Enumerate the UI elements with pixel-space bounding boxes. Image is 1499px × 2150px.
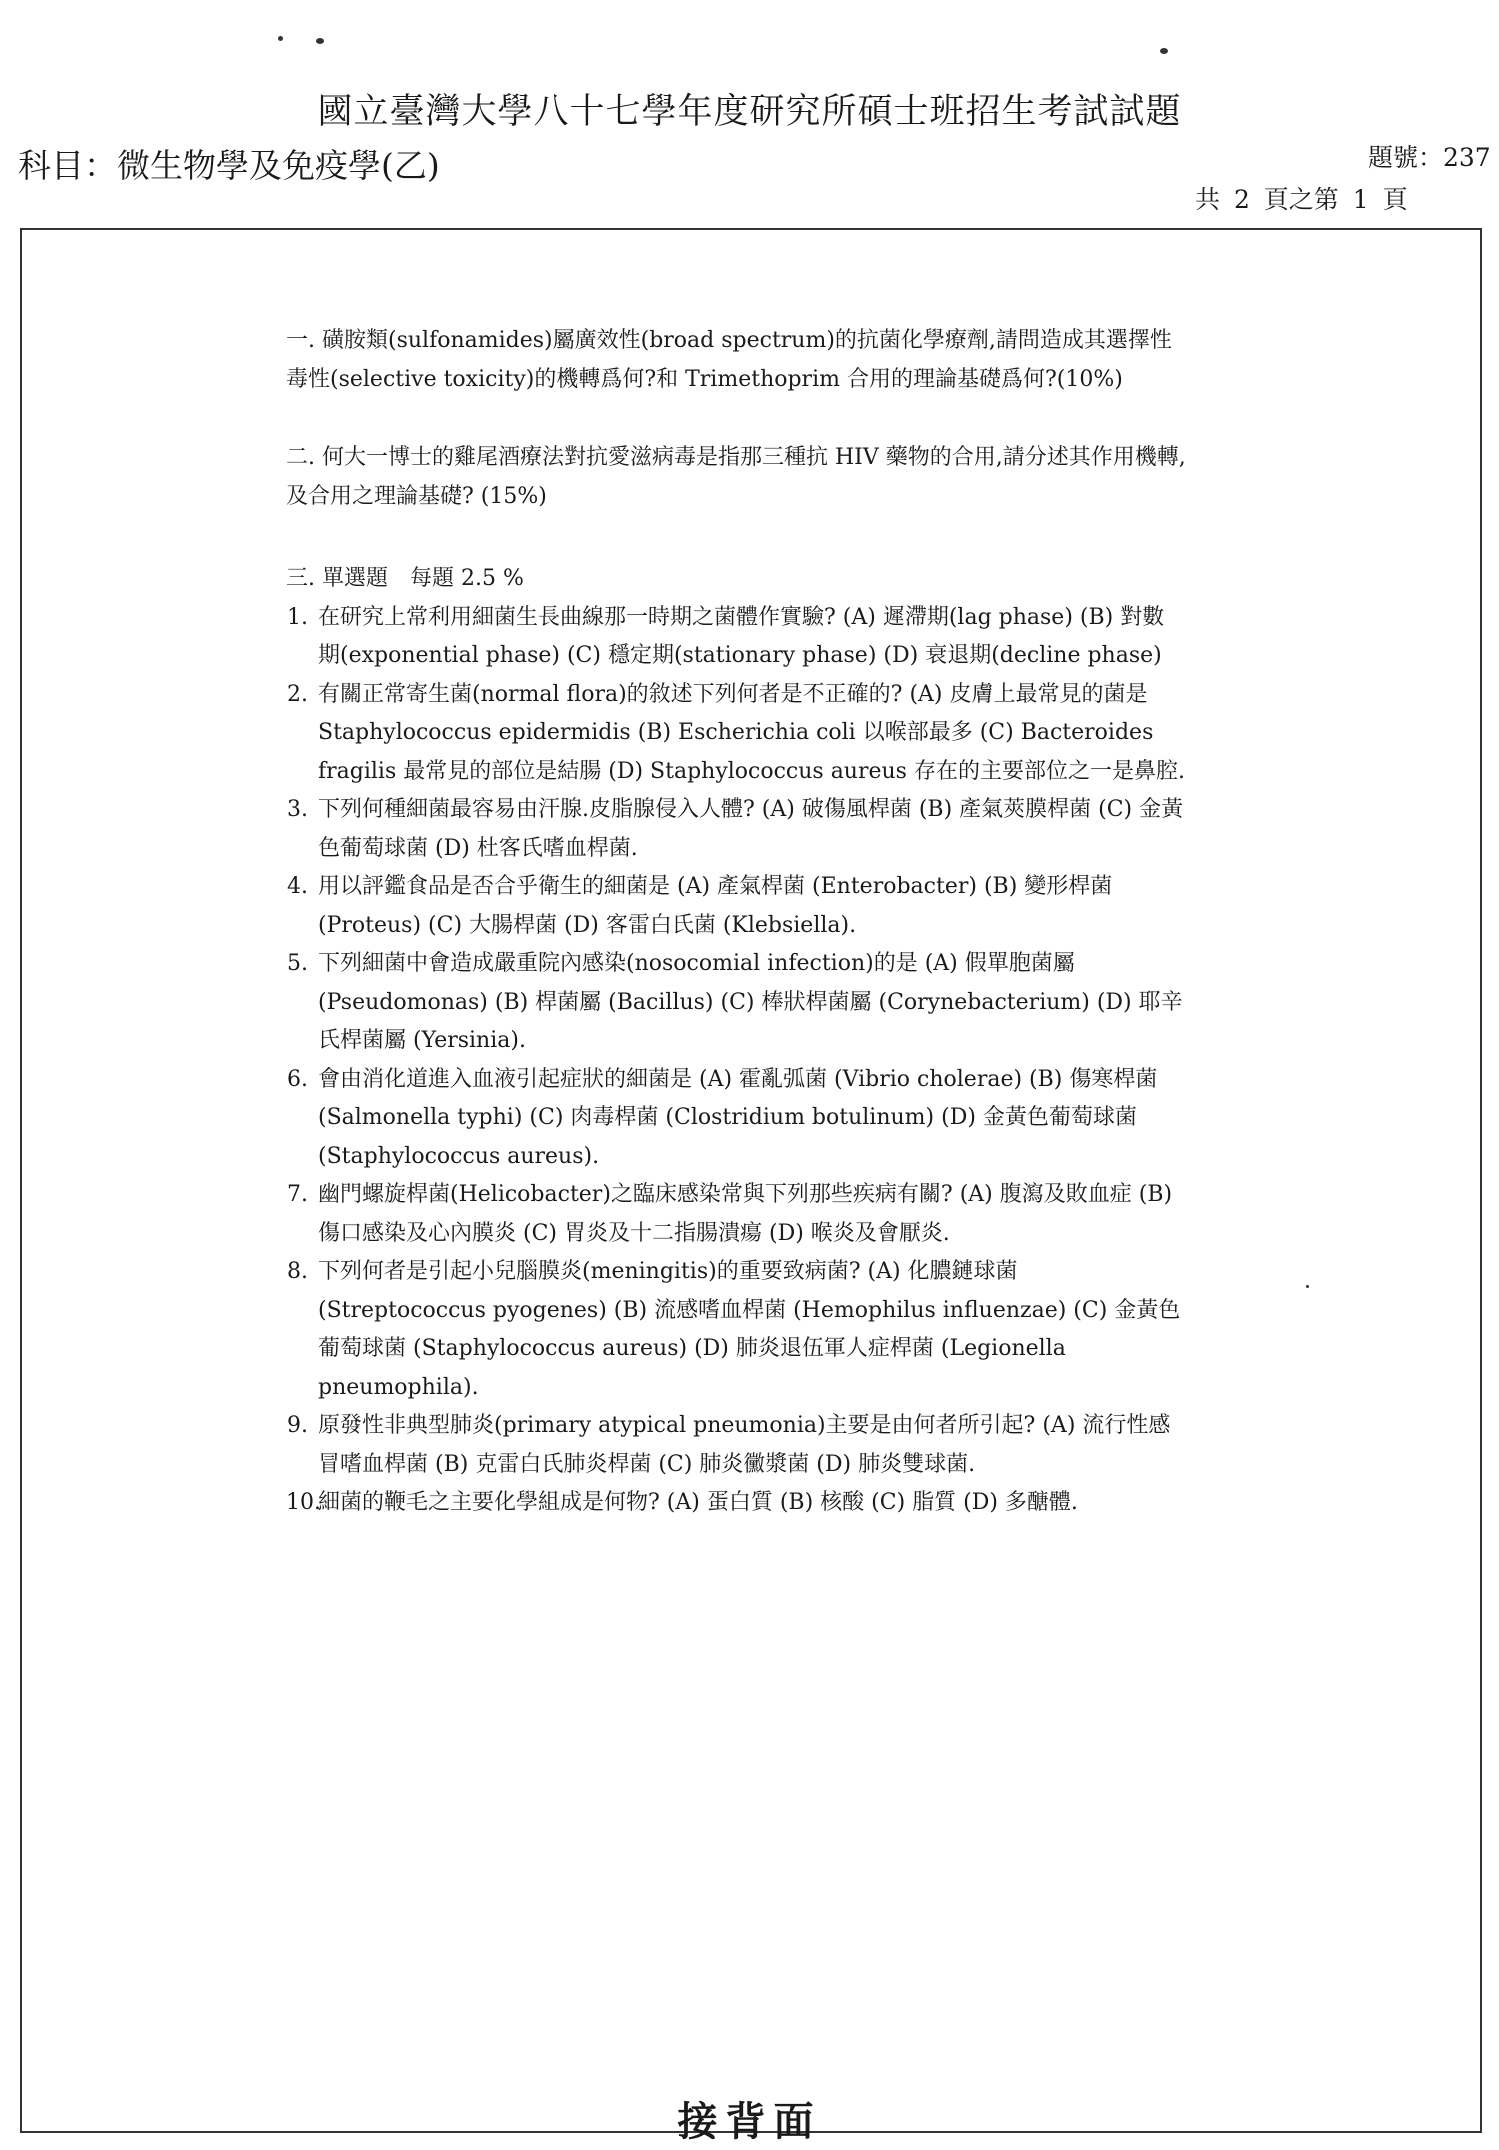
mcq-item	[286, 676, 1186, 792]
mcq-item	[286, 1484, 1186, 1523]
mcq-item	[286, 945, 1186, 1061]
question-text: 會由消化道進入血液引起症狀的細菌是 (A) 霍亂弧菌 (Vibrio cholerae) (B) 傷寒桿菌 (Salmonella typhi) (C) 肉毒桿菌 (Clostridium botulinum) (D) 金黃色葡萄球菌 (Staphylococcus aureus).	[318, 1066, 1158, 1169]
mcq-item	[286, 791, 1186, 868]
mcq-item	[286, 1253, 1186, 1407]
mcq-item	[286, 1061, 1186, 1177]
question-number: 6.	[287, 1066, 308, 1092]
essay-question-1: 一. 磺胺類(sulfonamides)屬廣效性(broad spectrum)的抗菌化學療劑,請問造成其選擇性毒性(selective toxicity)的機轉爲何?和 Trimethoprim 合用的理論基礎爲何?(10%)	[286, 328, 1172, 392]
essay-question-2: 二. 何大一博士的雞尾酒療法對抗愛滋病毒是指那三種抗 HIV 藥物的合用,請分述其作用機轉,及合用之理論基礎? (15%)	[286, 445, 1186, 509]
question-text: 細菌的鞭毛之主要化學組成是何物? (A) 蛋白質 (B) 核酸 (C) 脂質 (D) 多醣體.	[318, 1490, 1078, 1515]
exam-code: 題號：237	[1368, 143, 1491, 172]
scan-speck	[316, 38, 324, 44]
page-indicator: 共 2 頁之第 1 頁	[1195, 185, 1408, 214]
mcq-item	[286, 1407, 1186, 1484]
exam-content	[286, 322, 1186, 1523]
subject-label: 科目：微生物學及免疫學(乙)	[18, 146, 440, 185]
question-text: 用以評鑑食品是否合乎衛生的細菌是 (A) 產氣桿菌 (Enterobacter) (B) 變形桿菌 (Proteus) (C) 大腸桿菌 (D) 客雷白氏菌 (Klebsiella).	[318, 874, 1113, 938]
question-number: 2.	[287, 681, 308, 707]
question-number: 4.	[287, 874, 308, 899]
question-number: 7.	[287, 1182, 308, 1207]
question-number: 3.	[287, 797, 308, 822]
question-text: 在研究上常利用細菌生長曲線那一時期之菌體作實驗? (A) 遲滯期(lag phase) (B) 對數期(exponential phase) (C) 穩定期(stationary phase) (D) 衰退期(decline phase)	[318, 604, 1165, 668]
question-number: 8.	[287, 1259, 308, 1284]
scan-speck	[278, 36, 283, 41]
question-text: 有關正常寄生菌(normal flora)的敘述下列何者是不正確的? (A) 皮膚上最常見的菌是 Staphylococcus epidermidis (B) Escherichia coli 以喉部最多 (C) Bacteroides fragilis 最常見的部位是結腸 (D) Staphylococcus aureus 存在的主要部位之一是鼻腔.	[318, 681, 1185, 784]
question-number: 9.	[287, 1413, 308, 1438]
scan-speck	[1160, 48, 1168, 54]
mcq-item	[286, 599, 1186, 676]
scan-speck	[1306, 1285, 1309, 1288]
section-heading: 三. 單選題 每題 2.5 %	[286, 566, 524, 591]
question-number: 5.	[287, 951, 308, 976]
question-text: 原發性非典型肺炎(primary atypical pneumonia)主要是由何者所引起? (A) 流行性感冒嗜血桿菌 (B) 克雷白氏肺炎桿菌 (C) 肺炎黴漿菌 (D) 肺炎雙球菌.	[318, 1413, 1171, 1477]
question-text: 下列何種細菌最容易由汗腺.皮脂腺侵入人體? (A) 破傷風桿菌 (B) 產氣莢膜桿菌 (C) 金黃色葡萄球菌 (D) 杜客氏嗜血桿菌.	[318, 797, 1184, 861]
question-text: 下列細菌中會造成嚴重院內感染(nosocomial infection)的是 (A) 假單胞菌屬 (Pseudomonas) (B) 桿菌屬 (Bacillus) (C) 棒狀桿菌屬 (Corynebacterium) (D) 耶辛氏桿菌屬 (Yersinia).	[318, 951, 1183, 1053]
mcq-item	[286, 1176, 1186, 1253]
question-text: 下列何者是引起小兒腦膜炎(meningitis)的重要致病菌? (A) 化膿鏈球菌 (Streptococcus pyogenes) (B) 流感嗜血桿菌 (Hemophilus influenzae) (C) 金黃色葡萄球菌 (Staphylococcus aureus) (D) 肺炎退伍軍人症桿菌 (Legionella pneumophila).	[318, 1259, 1181, 1400]
question-number: 10.	[286, 1490, 321, 1515]
mcq-item	[286, 868, 1186, 945]
question-number: 1.	[287, 604, 308, 630]
continue-on-back-note: 接背面	[677, 2098, 822, 2145]
question-text: 幽門螺旋桿菌(Helicobacter)之臨床感染常與下列那些疾病有關? (A) 腹瀉及敗血症 (B) 傷口感染及心內膜炎 (C) 胃炎及十二指腸潰瘍 (D) 喉炎及會厭炎.	[318, 1182, 1173, 1246]
exam-title: 國立臺灣大學八十七學年度研究所碩士班招生考試試題	[317, 92, 1182, 132]
